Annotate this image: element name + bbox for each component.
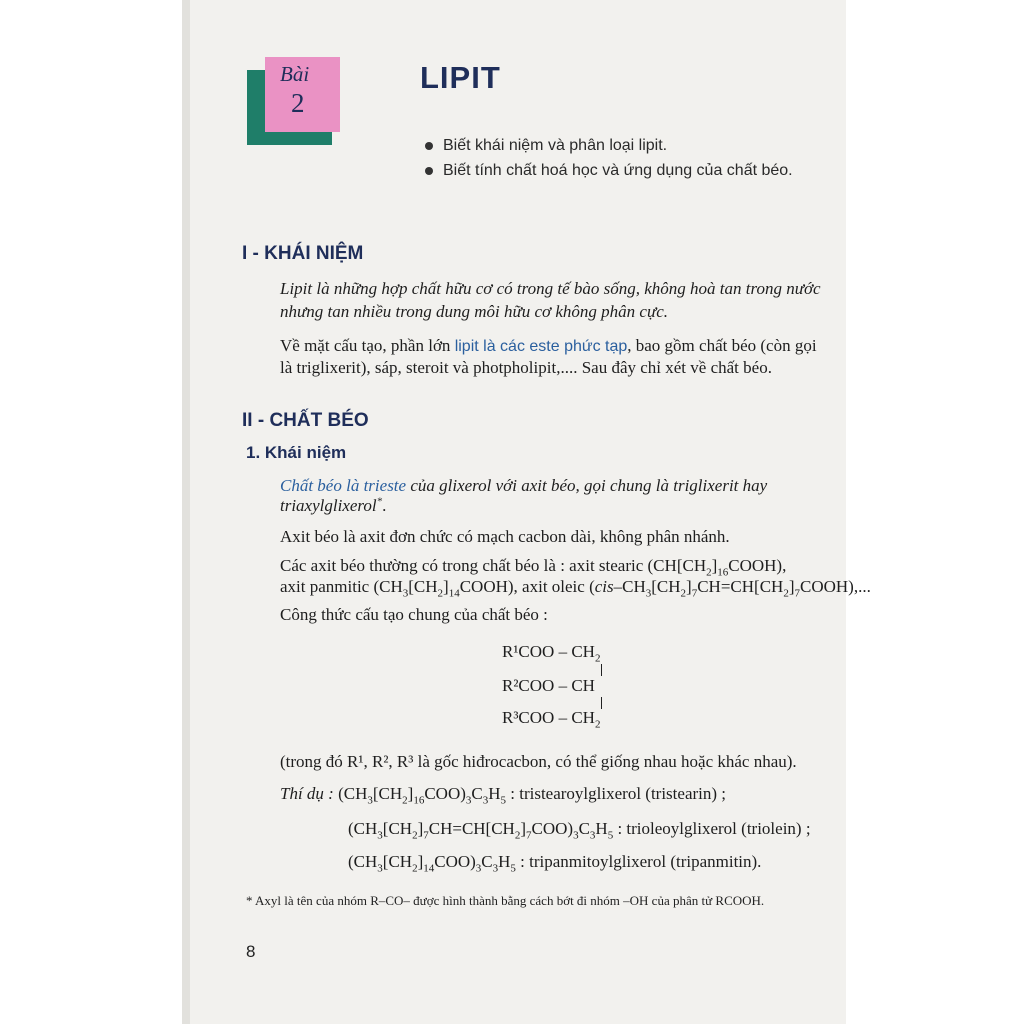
formula-row-3: $R^3COO - CH_2$	[502, 708, 601, 731]
general-formula-label: Công thức cấu tạo chung của chất béo :	[280, 605, 548, 624]
page-edge	[182, 0, 190, 1024]
example-2: $(CH_3[CH_2]_7CH=CH[CH_2]_7COO)_3C_3H_5$ : trioleoylglixerol (triolein) ;	[348, 819, 811, 842]
bullet-icon	[425, 142, 433, 150]
bullet-icon	[425, 167, 433, 175]
lipit-definition-highlight: lipit là các este phức tạp	[454, 338, 628, 355]
formula-bond-2	[601, 697, 602, 709]
lesson-number: 2	[291, 88, 305, 118]
formula-note: (trong đó R¹, R², R³ là gốc hiđrocacbon, có thể giống nhau hoặc khác nhau).	[280, 752, 797, 771]
objectives-list	[425, 133, 793, 183]
fat-definition-line2: triaxylglixerol*.	[280, 495, 387, 515]
common-acids-line1: Các axit béo thường có trong chất béo là : axit stearic $(CH[CH_2]_{16}COOH)$,	[280, 556, 787, 579]
example-3: $(CH_3[CH_2]_{14}COO)_3C_3H_5$ : tripanmitoylglixerol (tripanmitin).	[348, 852, 762, 875]
fat-definition-line1: Chất béo là trieste của glixerol với axit béo, gọi chung là triglixerit hay	[280, 476, 768, 495]
objective-item: Biết tính chất hoá học và ứng dụng của chất béo.	[425, 158, 793, 183]
section1-p2-line1: Về mặt cấu tạo, phần lớn lipit là các este phức tạp, bao gồm chất béo (còn gọi	[280, 336, 817, 355]
lesson-title: LIPIT	[420, 60, 501, 95]
section2-heading: II - CHẤT BÉO	[242, 410, 369, 431]
formula-bond-1	[601, 664, 602, 676]
section1-p2-line2: là triglixerit), sáp, steroit và photpholipit,.... Sau đây chỉ xét về chất béo.	[280, 358, 772, 377]
fatty-acid-definition: Axit béo là axit đơn chức có mạch cacbon dài, không phân nhánh.	[280, 527, 730, 546]
formula-row-2: R²COO – CH	[502, 676, 595, 695]
common-acids-line2: axit panmitic $(CH_3[CH_2]_{14}COOH)$, axit oleic $(cis-CH_3[CH_2]_7CH=CH[CH_2]_7COOH)$,...	[280, 577, 871, 600]
lesson-label: Bài	[280, 62, 310, 86]
example-1: Thí dụ : $(CH_3[CH_2]_{16}COO)_3C_3H_5$ : tristearoylglixerol (tristearin) ;	[280, 784, 727, 807]
fat-definition-highlight: Chất béo là trieste	[280, 476, 407, 495]
page-number: 8	[246, 942, 256, 961]
section1-heading: I - KHÁI NIỆM	[242, 243, 364, 264]
section2-subheading: 1. Khái niệm	[246, 443, 347, 462]
textbook-page	[182, 0, 871, 1024]
section1-p1-line2: nhưng tan nhiều trong dung môi hữu cơ không phân cực.	[280, 302, 669, 321]
section1-p1-line1: Lipit là những hợp chất hữu cơ có trong tế bào sống, không hoà tan trong nước	[280, 279, 821, 298]
objective-item: Biết khái niệm và phân loại lipit.	[425, 133, 793, 158]
formula-row-1: $R^1COO - CH_2$	[502, 642, 601, 665]
footnote: * Axyl là tên của nhóm R–CO– được hình thành bằng cách bớt đi nhóm –OH của phân tử RCOOH.	[246, 893, 765, 908]
